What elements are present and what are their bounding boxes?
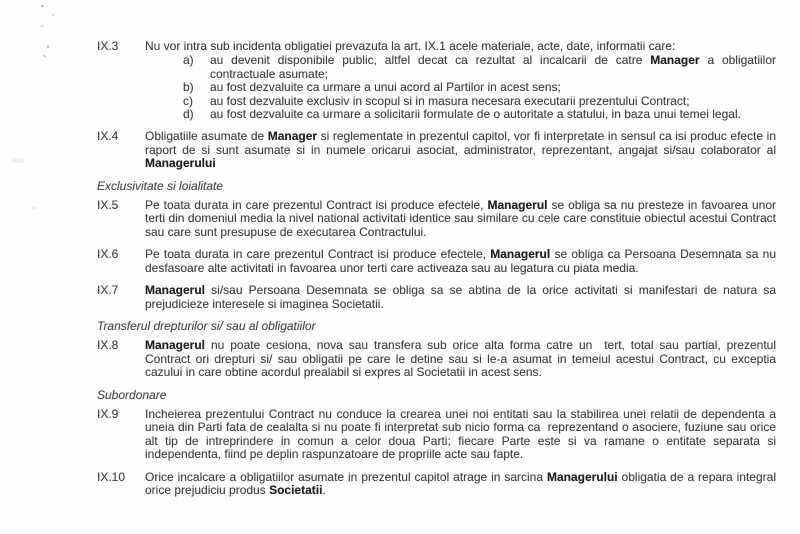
text-run: obligatia de a repara integral orice prejudiciu produs	[145, 469, 776, 497]
subclause-item	[183, 54, 776, 81]
scan-smudge	[12, 158, 25, 163]
clause-number: IX.4	[97, 129, 119, 144]
clause-text	[145, 408, 776, 462]
subclause-list	[183, 54, 776, 121]
clause-body	[145, 471, 776, 498]
subclause-item	[183, 95, 776, 108]
subclause-item	[183, 108, 776, 121]
clause-number: IX.9	[97, 406, 119, 421]
emphasized-term: Managerului	[145, 156, 216, 171]
subclause-text	[210, 81, 776, 94]
text-run: Pe toata durata in care prezentul Contract isi produce efectele,	[145, 198, 488, 213]
clause-body	[145, 40, 776, 121]
section-heading: Exclusivitate si loialitate	[97, 178, 224, 193]
scan-speck	[47, 45, 49, 48]
text-run: Incheierea prezentului Contract nu conduce la crearea unei noi entitati sau la stabilirea unei relatii de dependenta a uneia din Parti fata de cealalta si nu poate fi interpretat sub nicio forma ca reprezentand o asociere, fuziune sau orice alt tip de intreprindere in comun a celor doua Parti; fiecare Parte este si va ramane o entitate separata si independenta, fiind pe deplin raspunzatoare de propriile acte sau fapte.	[145, 406, 776, 462]
text-run: a obligatiilor contractuale asumate;	[210, 53, 776, 81]
subclause-letter: c)	[183, 93, 193, 108]
clause-text	[145, 339, 776, 379]
emphasized-term: Managerul	[490, 247, 551, 262]
clause-number: IX.5	[97, 198, 119, 213]
clause-body	[145, 130, 776, 170]
subclause-text	[210, 54, 776, 81]
text-run: se obliga sa nu presteze in favoarea unor terti din domeniul media la nivel national activitati identice sau similare cu cele care constituie obiectul acestui Contract sau care sunt presupuse de executarea Contractului.	[145, 198, 776, 239]
clause-body	[145, 199, 776, 239]
text-run: .	[322, 482, 326, 497]
clause-number: IX.7	[97, 283, 119, 298]
scan-smudge	[30, 206, 38, 210]
clause-item	[97, 40, 776, 121]
clause-number: IX.10	[97, 469, 126, 484]
text-run: nu poate cesiona, nova sau transfera sub orice alta forma catre un tert, total sau partial, prezentul Contract ori drepturi si/ sau obligatii pe care le detine sau si le-a asumat in temeiul acestui Contract, cu exceptia cazului in care obtine acordul prealabil si expres al Societatii in acest sens.	[145, 338, 776, 380]
clause-text	[145, 199, 776, 239]
contract-body	[97, 40, 776, 506]
clause-item	[97, 284, 776, 311]
clause-body	[145, 408, 776, 462]
subclause-letter: d)	[183, 107, 194, 122]
text-run: au devenit disponibile public, altfel decat ca rezultat al incalcarii de catre	[210, 53, 651, 68]
scan-speck	[41, 4, 45, 7]
emphasized-term: Managerul	[145, 338, 206, 353]
clause-item	[97, 471, 776, 498]
text-run: se obliga ca Persoana Desemnata sa nu desfasoare alte activitati in favoarea unor terti care activeaza sau au legatura cu piata media.	[145, 247, 776, 275]
clause-text	[145, 248, 776, 275]
text-run: Orice incalcare a obligatiilor asumate in prezentul capitol atrage in sarcina	[145, 469, 547, 484]
clause-body	[145, 248, 776, 275]
subclause-text	[210, 95, 776, 108]
clause-item	[97, 408, 776, 462]
emphasized-term: Managerul	[145, 283, 206, 298]
clause-item	[97, 339, 776, 379]
clause-body	[145, 339, 776, 379]
emphasized-term: Societatii	[269, 482, 323, 497]
subclause-letter: a)	[183, 53, 194, 68]
clause-item	[97, 130, 776, 170]
clause-number: IX.8	[97, 338, 119, 353]
emphasized-term: Manager	[267, 129, 318, 144]
subclause-letter: b)	[183, 80, 194, 95]
text-run: au fost dezvaluite ca urmare a solicitarii formulate de o autoritate a statului, in baza unui temei legal.	[210, 107, 741, 122]
clause-text	[145, 130, 776, 170]
scan-speck	[43, 54, 47, 57]
clause-body	[145, 284, 776, 311]
emphasized-term: Managerului	[546, 469, 618, 484]
text-run: si/sau Persoana Desemnata se obliga sa se abtina de la orice activitati si manifestari de natura sa prejudicieze interesele si imaginea Societatii.	[145, 283, 776, 311]
subclause-item	[183, 81, 776, 94]
clause-text	[145, 471, 776, 498]
clause-text	[145, 284, 776, 311]
text-run: Obligatiile asumate de	[145, 129, 268, 144]
scan-speck	[52, 14, 54, 16]
clause-number: IX.6	[97, 247, 119, 262]
text-run: au fost dezvaluite exclusiv in scopul si in masura necesara executarii prezentului Contract;	[210, 93, 690, 108]
emphasized-term: Manager	[650, 53, 700, 68]
text-run: au fost dezvaluite ca urmare a unui acord al Partilor in acest sens;	[210, 80, 561, 95]
clause-item	[97, 199, 776, 239]
text-run: Nu vor intra sub incidenta obligatiei prevazuta la art. IX.1 acele materiale, acte, date, informatii care:	[145, 39, 676, 53]
scan-speck	[40, 24, 44, 27]
section-heading: Transferul drepturilor si/ sau al obligatiilor	[97, 318, 316, 333]
subclause-text	[210, 108, 776, 121]
emphasized-term: Managerul	[487, 198, 548, 213]
clause-item	[97, 248, 776, 275]
clause-number: IX.3	[97, 39, 119, 53]
clause-text	[145, 40, 776, 53]
section-heading: Subordonare	[97, 387, 167, 402]
text-run: si reglementate in prezentul capitol, vor fi interpretate in sensul ca isi produc efecte in raport de si sunt asumate si in numele oricarui asociat, administrator, reprezentant, angajat si/sau colaborator al	[145, 129, 776, 157]
text-run: Pe toata durata in care prezentul Contract isi produce efectele,	[145, 247, 491, 262]
